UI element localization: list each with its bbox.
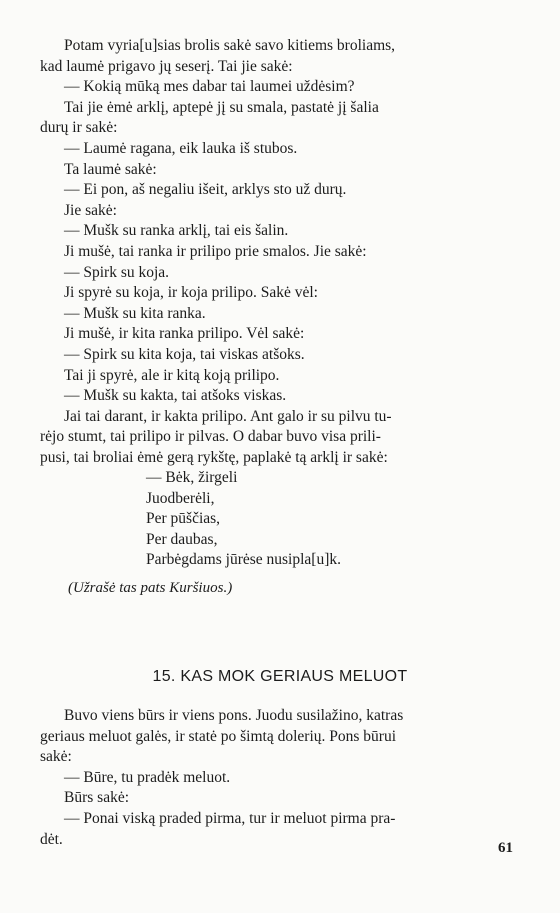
text-line: Buvo viens būrs ir viens pons. Juodu susilažino, katras [64,707,404,724]
text-line: — Mušk su kita ranka. [64,304,206,322]
text-line: — Ei pon, aš negaliu išeit, arklys sto už durų. [64,181,347,199]
text-line: sakė: [40,748,72,766]
text-line: Tai jie ėmė arklį, aptepė jį su smala, pastatė jį šalia [64,98,379,116]
text-line: — Mušk su kakta, tai atšoks viskas. [64,387,287,405]
text-line: geriaus meluot galės, ir statė po šimtą dolerių. Pons būrui [40,727,397,745]
text-line: — Būre, tu pradėk meluot. [64,768,231,786]
text-line: rėjo stumt, tai prilipo ir pilvas. O dabar buvo visa prili- [40,428,381,446]
text-line: — Mušk su ranka arklį, tai eis šalin. [64,222,289,240]
text-line: Ji spyrė su koja, ir koja prilipo. Sakė vėl: [64,284,318,302]
text-line: — Spirk su kita koja, tai viskas atšoks. [64,345,305,363]
text-line: Ji mušė, ir kita ranka prilipo. Vėl sakė: [64,325,305,343]
text-line: durų ir sakė: [40,119,118,137]
text-line: dėt. [40,830,63,848]
text-line: — Kokią mūką mes dabar tai laumei uždėsim? [64,78,355,96]
poem-line: Per daubas, [146,530,218,548]
poem-line: Juodberėli, [146,489,215,507]
text-line: Jie sakė: [64,201,117,219]
chapter-text [40,706,518,850]
text-line: Būrs sakė: [64,789,130,807]
text-line: — Ponai viską praded pirma, tur ir meluot pirma pra- [64,809,396,827]
poem-line: Parbėgdams jūrėse nusipla[u]k. [146,551,341,569]
poem-line: — Bėk, žirgeli [146,469,238,486]
text-line: Ta laumė sakė: [64,160,157,178]
chapter-title: 15. KAS MOK GERIAUS MELUOT [152,668,408,685]
text-line: Ji mušė, tai ranka ir prilipo prie smalos. Jie sakė: [64,242,367,260]
text-line: Potam vyria[u]sias brolis sakė savo kitiems broliams, [64,37,396,54]
poem [146,468,341,571]
text-line: Tai ji spyrė, ale ir kitą koją prilipo. [64,366,280,384]
poem-line: Per pūščias, [146,510,221,528]
text-line: pusi, tai broliai ėmė gerą rykštę, paplakė tą arklį ir sakė: [40,448,388,466]
text-line: kad laumė prigavo jų seserį. Tai jie sakė: [40,57,293,75]
text-line: — Laumė ragana, eik lauka iš stubos. [64,139,298,157]
page-number: 61 [498,840,513,856]
story-text [40,36,518,468]
text-line: — Spirk su koja. [64,263,170,281]
source-note: (Užrašė tas pats Kuršiuos.) [68,580,233,596]
text-line: Jai tai darant, ir kakta prilipo. Ant galo ir su pilvu tu- [64,407,392,425]
